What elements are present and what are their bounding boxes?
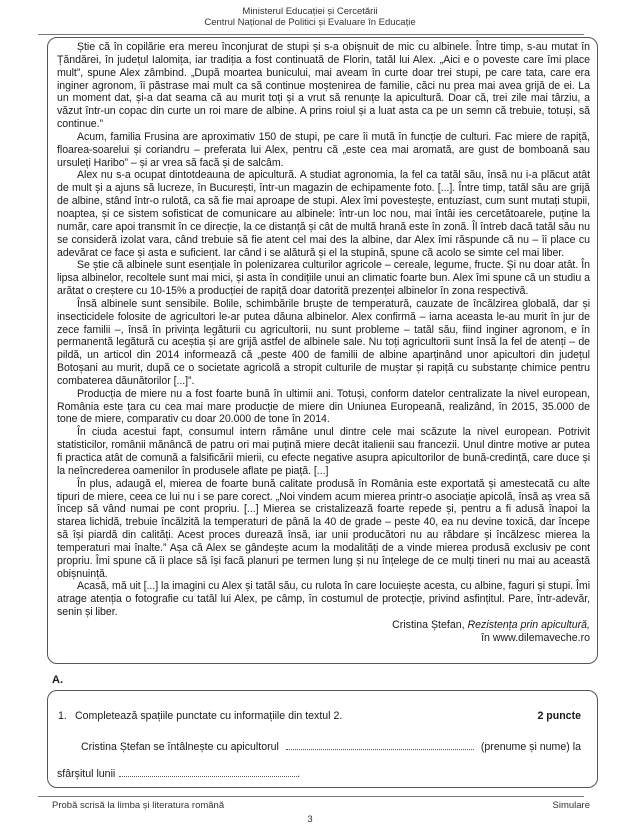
header-divider — [38, 34, 584, 35]
center-name: Centrul Național de Politici și Evaluare în Educație — [204, 17, 416, 28]
question-header — [58, 710, 587, 722]
answer-line-1 — [81, 740, 581, 753]
question-prompt: Completează spațiile punctate cu informațiile din textul 2. — [74, 710, 343, 722]
text-paragraph: Știe că în copilărie era mereu înconjurat de stupi și s-a obișnuit de mic cu albinele. Între timp, s-au mutat în Țăndărei, în județul Ialomița, iar tradiția a fost continuată de Florin, tatăl lui Alex. „Aici e o poveste care îmi place mult”, spune Alex zâmbind. „După moartea bunicului, mai aveam în curte doar trei stupi, pe care tata, care era inginer agronom, îi păstrase mai mult ca să continue moștenirea de familie, căci nu prea mai avea grijă de ei. La un moment dat, și-a dat seama că au murit toți și a vrut să renunțe la apicultură. Doar că, trei zile mai târziu, a văzut într-un copac din curte un roi mare de albine. A prins roiul și a luat asta ca pe un semn că trebuie, totuși, să continue.” — [57, 41, 590, 131]
footer-divider — [38, 796, 584, 797]
source-text-box — [47, 37, 598, 664]
text-paragraph: Acum, familia Frusina are aproximativ 150 de stupi, pe care îi mută în funcție de culturi. Fac miere de rapiță, floarea-soarelui și coriandru – preferata lui Alex, pentru că „este cea mai aromată, are gust de bomboană sau ursuleți Haribo” – și ar vrea să facă și de salcâm. — [57, 130, 590, 169]
answer-line-1-start: Cristina Ștefan se întâlnește cu apicultorul — [81, 741, 279, 753]
citation-title: Rezistența prin apicultură, — [467, 618, 590, 631]
text-paragraph: Alex nu s-a ocupat dintotdeauna de apicultură. A studiat agronomia, la fel ca tatăl său, însă nu i-a plăcut atât de mult și a ajuns să lucreze, în București, într-un magazin de echipamente foto. [...]. Între timp, tatăl său are grijă de albine, stând într-o rulotă, ca să fie mai aproape de stupi. Alex îmi povestește, entuziast, cum sunt mutați stupii, noaptea, și ce sistem sofisticat de comunicare au albinele: într-un loc nou, mai întâi ies cercetătoarele, puține la număr, care apoi transmit în ce direcție, la ce distanță și cât de multă hrană este în zonă. Îl întreb dacă tatăl său nu se consideră izolat vara, când trebuie să fie atent cel mai des la albine, dar Alex îmi răspunde că nu – îi place cu adevărat ce face și asta e suficient. Iar când i se alătură și el la stupină, spune că acolo se simte cel mai liber. — [57, 169, 590, 259]
source-citation — [57, 619, 590, 645]
month-blank[interactable] — [119, 767, 297, 777]
exam-subject: Probă scrisă la limba și literatura română — [52, 800, 225, 811]
text-paragraph: Acasă, mă uit [...] la imagini cu Alex și tatăl său, cu rulota în care locuiește acesta, cu albine, faguri și stupi. Îmi atrage atenția o fotografie cu tatăl lui Alex, pe câmp, în costumul de protecție, privind asfințitul. Pare, într-adevăr, senin și liber. — [57, 580, 590, 619]
answer-line-2-start: sfârșitul lunii — [57, 768, 116, 780]
section-label: A. — [52, 674, 63, 686]
question-points: 2 puncte — [537, 710, 581, 722]
exam-type: Simulare — [552, 800, 590, 811]
question-number: 1. — [58, 710, 67, 722]
text-paragraph: Producția de miere nu a fost foarte bună în ultimii ani. Totuși, conform datelor centralizate la nivel european, România este țara cu cea mai mare producție de miere din Uniunea Europeană, realizând, în 2015, 35.000 de tone de miere, comparativ cu doar 20.000 de tone în 2014. — [57, 387, 590, 426]
answer-line-2-end: . — [297, 768, 301, 780]
text-paragraph: În ciuda acestui fapt, consumul intern rămâne unul dintre cele mai scăzute la nivel european. Potrivit statisticilor, românii mănâncă de patru ori mai puțină miere decât italienii sau francezii. Unul dintre motive ar putea fi practica atât de comună a falsificării mierii, cu efecte negative asupra apicultorilor de bună-credință, care duce și la neîncrederea oamenilor în produsele aflate pe piață. [...] — [57, 426, 590, 477]
answer-line-2 — [57, 767, 300, 780]
page-number: 3 — [307, 814, 313, 825]
text-paragraph: Se știe că albinele sunt esențiale în polenizarea culturilor agricole – cereale, legume, fructe. Și nu doar atât. În lipsa albinelor, recoltele sunt mai mici, și asta în condițiile unui an climatic foarte bun. Alex îmi spune că un studiu a arătat o creștere cu 10-15% a producției de rapiță doar datorită prezenței albinelor în zona respectivă. — [57, 259, 590, 298]
answer-line-1-end: (prenume și nume) la — [480, 741, 581, 753]
page-header — [0, 6, 620, 28]
text-paragraph: În plus, adaugă el, mierea de foarte bună calitate produsă în România este exportată și amestecată cu alte tipuri de miere, ceea ce lui nu i se pare corect. „Noi vindem acum mierea printr-o asociație apicolă, însă aș vrea să încep să vând numai pe cont propriu. [...] Mierea se cristalizează foarte repede și, pentru a fi adusă înapoi la starea lichidă, trebuie încălzită la temperaturi de până la 40 de grade – peste 40, ea nu devine toxică, dar începe să își piardă din calități. Acest proces durează însă, iar unii producători nu au răbdare și încălzesc mierea la temperaturi mai înalte.” Așa că Alex se gândește acum la modalități de a vinde mierea produsă exclusiv pe cont propriu. Îmi spune că îi place să își facă planuri pe termen lung și nu înțelege de ce mulți tineri nu mai au această obișnuință. — [57, 477, 590, 580]
citation-url: în www.dilemaveche.ro — [481, 631, 590, 644]
text-paragraph: Însă albinele sunt sensibile. Bolile, schimbările bruște de temperatură, cauzate de încălzirea globală, dar și insecticidele folosite de agricultori le-ar putea dăuna albinelor. Alex confirmă – iarna aceasta le-au murit în jur de zece familii –, însă în privința legăturii cu agricultorii, nu sunt probleme – tatăl său, fiind inginer agronom, e în permanentă legătură cu aceștia și are grijă astfel de albinele sale. Nu toți agricultorii sunt însă la fel de atenți – de pildă, un articol din 2014 informează că „peste 400 de familii de albine aparținând unor apicultori din județul Botoșani au murit, după ce o societate agricolă a stropit culturile de muștar și rapiță cu substanțe chimice pentru combaterea dăunătorilor [...]”. — [57, 297, 590, 387]
question-box — [47, 690, 598, 788]
ministry-name: Ministerul Educației și Cercetării — [242, 6, 378, 17]
beekeeper-name-blank[interactable] — [286, 740, 474, 750]
citation-author: Cristina Ștefan, — [392, 618, 468, 631]
